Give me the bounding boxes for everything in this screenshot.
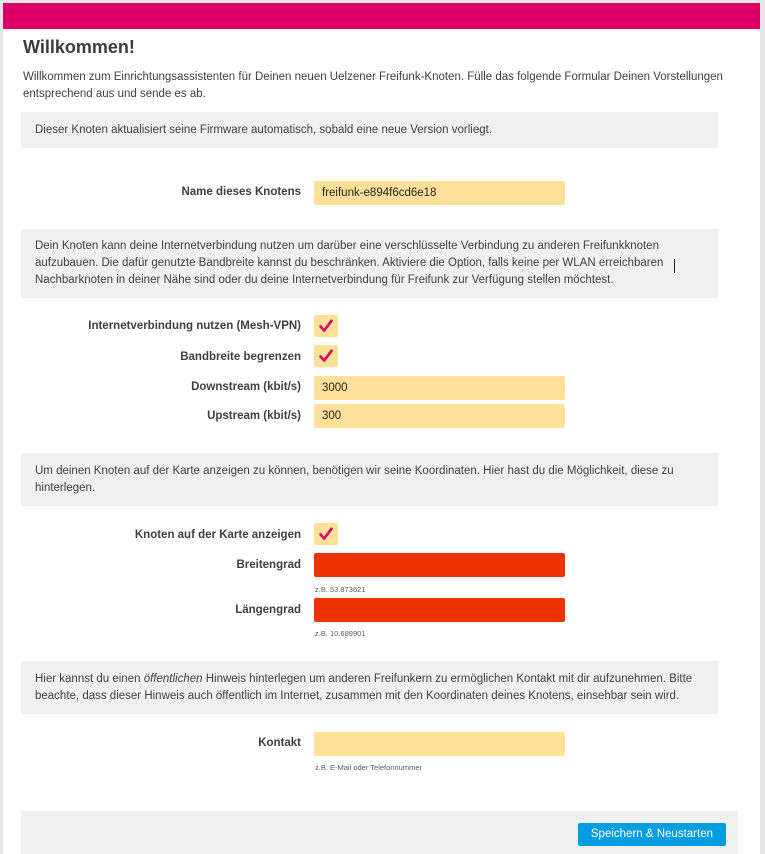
mesh-vpn-checkbox[interactable]: [314, 315, 338, 337]
downstream-input[interactable]: [314, 376, 565, 400]
latitude-label: Breitengrad: [236, 559, 301, 571]
contact-label: Kontakt: [258, 737, 301, 749]
wizard-panel: [3, 29, 760, 854]
autoupdate-info-box: [21, 112, 718, 148]
latitude-hint: z.B. 53.873621: [315, 585, 366, 594]
latitude-input[interactable]: [314, 553, 565, 577]
upstream-label: Upstream (kbit/s): [207, 410, 301, 422]
contact-info-text: Hier kannst du einen öffentlichen Hinweis hinterlegen um anderen Freifunkern zu ermöglichen Kontakt mit dir aufzunehmen. Bitte beachte, dass dieser Hinweis auch öffentlich im Internet, zusammen mit den Koordinaten deines Knotens, einsehbar sein wird.: [35, 672, 693, 702]
longitude-hint: z.B. 10.689901: [315, 629, 366, 638]
checkmark-icon: [319, 349, 333, 363]
page-title: Willkommen!: [23, 37, 135, 57]
show-on-map-label: Knoten auf der Karte anzeigen: [134, 529, 301, 541]
contact-info-box: [21, 661, 718, 714]
bandwidth-limit-checkbox[interactable]: [314, 345, 338, 367]
hostname-label: Name dieses Knotens: [181, 186, 301, 198]
downstream-label: Downstream (kbit/s): [191, 381, 301, 393]
upstream-input[interactable]: [314, 404, 565, 428]
contact-info-emphasis: öffentlichen: [143, 672, 203, 685]
contact-input[interactable]: [314, 732, 565, 756]
intro-text: Willkommen zum Einrichtungsassistenten für Deinen neuen Uelzener Freifunk-Knoten. Fülle das folgende Formular Deinen Vorstellungen entsprechend aus und sende es ab.: [23, 71, 723, 100]
checkmark-icon: [319, 527, 333, 541]
bandwidth-limit-label: Bandbreite begrenzen: [180, 351, 301, 363]
header-bar: [3, 3, 760, 29]
mesh-vpn-label: Internetverbindung nutzen (Mesh-VPN): [88, 320, 301, 332]
location-info-box: [21, 453, 718, 506]
mesh-info-box: [21, 229, 718, 298]
mesh-info-text: Dein Knoten kann deine Internetverbindung nutzen um darüber eine verschlüsselte Verbindung zu anderen Freifunkknoten aufzubauen. Die dafür genutzte Bandbreite kannst du beschränken. Aktiviere die Option, falls keine per WLAN erreichbaren Nachbarknoten in deiner Nähe sind oder du deine Internetverbindung für Freifunk zur Verfügung stellen möchtest.: [35, 240, 664, 286]
location-info-text: Um deinen Knoten auf der Karte anzeigen zu können, benötigen wir seine Koordinaten. Hier hast du die Möglichkeit, diese zu hinterlegen.: [35, 464, 674, 494]
show-on-map-checkbox[interactable]: [314, 523, 338, 545]
autoupdate-info-text: Dieser Knoten aktualisiert seine Firmware automatisch, sobald eine neue Version vorliegt.: [35, 123, 493, 136]
form-footer: [21, 811, 738, 854]
save-restart-button[interactable]: Speichern & Neustarten: [578, 823, 726, 846]
longitude-label: Längengrad: [235, 604, 301, 616]
longitude-input[interactable]: [314, 598, 565, 622]
contact-hint: z.B. E-Mail oder Telefonnummer: [315, 763, 422, 772]
checkmark-icon: [319, 319, 333, 333]
text-cursor: [674, 259, 675, 273]
hostname-input[interactable]: [314, 181, 565, 205]
